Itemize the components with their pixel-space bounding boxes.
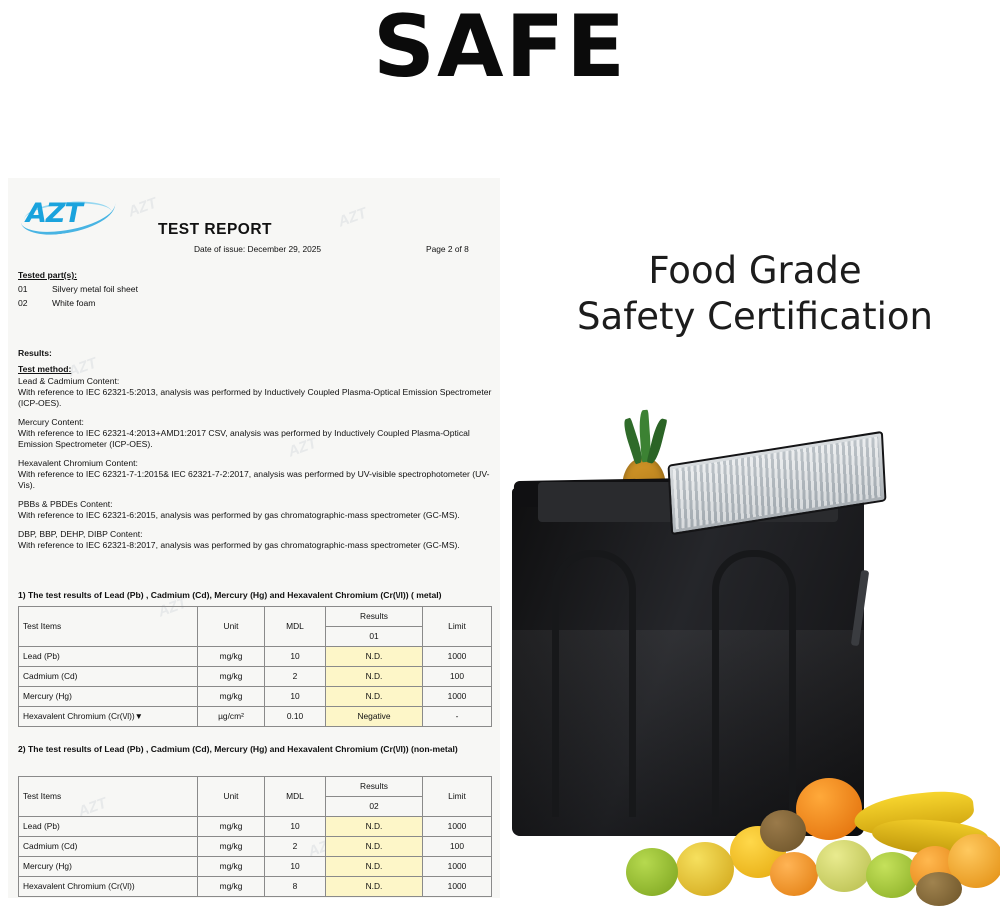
watermark: AZT [155,594,190,621]
tangerine [770,852,818,896]
method-body: With reference to IEC 62321-7-1:2015& IEC 62321-7-2:2017, analysis was performed by UV-visible spectrophotometer (UV-Vis). [18,469,490,491]
test-report-document [8,178,500,898]
cell-unit: mg/kg [198,687,265,707]
tested-part-name: White foam [52,298,96,309]
column-header-test-items: Test Items [19,607,198,647]
cell-unit: mg/kg [198,647,265,667]
results-sample-id: 01 [326,627,423,647]
table-row [19,707,492,727]
cell-limit: 1000 [423,647,492,667]
table-row [19,817,492,837]
results-sample-id: 02 [326,797,423,817]
column-header-unit: Unit [198,777,265,817]
method-body: With reference to IEC 62321-8:2017, analysis was performed by gas chromatographic-mass spectrometer (GC-MS). [18,540,460,551]
table-row [19,667,492,687]
cell-result: N.D. [326,857,423,877]
method-heading: Hexavalent Chromium Content: [18,458,138,469]
results-label: Results: [18,348,52,358]
tested-parts-list [18,284,492,312]
cell-limit: 1000 [423,687,492,707]
cell-unit: µg/cm² [198,707,265,727]
cell-limit: 1000 [423,877,492,897]
cell-mdl: 10 [265,647,326,667]
cell-limit: 100 [423,837,492,857]
cell-test-item: Lead (Pb) [19,647,198,667]
cell-limit: 1000 [423,857,492,877]
cell-result: N.D. [326,837,423,857]
table-2-caption: 2) The test results of Lead (Pb) , Cadmium (Cd), Mercury (Hg) and Hexavalent Chromium (Cr(\/I)) (non-metal) [18,744,458,754]
cell-unit: mg/kg [198,817,265,837]
method-body: With reference to IEC 62321-4:2013+AMD1:2017 CSV, analysis was performed by Inductively Coupled Plasma-Optical Emission Spectrometer (ICP-OES). [18,428,470,450]
marketing-headline [520,248,990,341]
cell-mdl: 0.10 [265,707,326,727]
cell-unit: mg/kg [198,877,265,897]
table-header-row [19,777,492,797]
cell-limit: 1000 [423,817,492,837]
kiwi [916,872,962,906]
cell-test-item: Hexavalent Chromium (Cr(\/l)) [19,877,198,897]
cell-mdl: 10 [265,857,326,877]
table-row [19,647,492,667]
test-method-label: Test method: [18,364,72,374]
cell-test-item: Cadmium (Cd) [19,667,198,687]
column-header-results: Results [326,607,423,627]
method-body: With reference to IEC 62321-5:2013, analysis was performed by Inductively Coupled Plasma-Optical Emission Spectrometer (ICP-OES). [18,387,492,409]
apple [816,840,872,892]
lime [626,848,678,896]
cell-result: N.D. [326,667,423,687]
cell-limit: 100 [423,667,492,687]
cell-unit: mg/kg [198,667,265,687]
table-row [19,837,492,857]
tested-part-name: Silvery metal foil sheet [52,284,138,294]
cell-limit: - [423,707,492,727]
report-title: TEST REPORT [158,221,273,238]
table-1-caption: 1) The test results of Lead (Pb) , Cadmium (Cd), Mercury (Hg) and Hexavalent Chromium (Cr(\/I)) ( metal) [18,590,442,600]
column-header-mdl: MDL [265,607,326,647]
list-item [18,417,492,451]
watermark: AZT [75,794,110,821]
test-method-list [18,376,492,559]
list-item [18,284,492,295]
list-item [18,298,492,309]
watermark: AZT [65,354,100,381]
cell-unit: mg/kg [198,857,265,877]
azt-logo [18,190,118,234]
cell-mdl: 2 [265,667,326,687]
cell-result: Negative [326,707,423,727]
tested-parts-label: Tested part(s): [18,270,78,280]
cell-test-item: Hexavalent Chromium (Cr(\/l))▼ [19,707,198,727]
cell-mdl: 2 [265,837,326,857]
method-heading: DBP, BBP, DEHP, DIBP Content: [18,528,143,539]
watermark: AZT [335,204,370,231]
table-header-row [19,607,492,627]
product-image-insulated-grocery-bag [500,400,1000,917]
cell-test-item: Mercury (Hg) [19,857,198,877]
list-item [18,529,492,551]
cell-mdl: 10 [265,687,326,707]
table-row [19,877,492,897]
cell-result: N.D. [326,877,423,897]
report-date: Date of issue: December 29, 2025 [194,244,322,254]
logo-text: AZT [26,198,82,229]
kiwi [760,810,806,852]
marketing-headline-line-1: Food Grade [648,249,862,292]
results-table-non-metal [18,776,492,897]
page-headline: SAFE [373,0,627,97]
list-item [18,499,492,521]
column-header-test-items: Test Items [19,777,198,817]
cell-unit: mg/kg [198,837,265,857]
tested-part-number: 02 [18,298,28,309]
list-item [18,458,492,492]
cell-test-item: Mercury (Hg) [19,687,198,707]
cell-result: N.D. [326,687,423,707]
cell-mdl: 10 [265,817,326,837]
report-page-number: Page 2 of 8 [426,244,469,254]
cell-mdl: 8 [265,877,326,897]
table-row [19,687,492,707]
table-row [19,857,492,877]
cell-test-item: Cadmium (Cd) [19,837,198,857]
marketing-headline-line-2: Safety Certification [577,295,933,339]
fruit-pile [610,768,1000,918]
column-header-unit: Unit [198,607,265,647]
lemon [676,842,734,896]
column-header-limit: Limit [423,607,492,647]
list-item [18,376,492,410]
cell-test-item: Lead (Pb) [19,817,198,837]
cell-result: N.D. [326,817,423,837]
watermark: AZT [305,834,340,861]
column-header-mdl: MDL [265,777,326,817]
column-header-results: Results [326,777,423,797]
results-table-metal [18,606,492,727]
watermark: AZT [125,194,160,221]
watermark: AZT [285,434,320,461]
cell-result: N.D. [326,647,423,667]
column-header-limit: Limit [423,777,492,817]
tested-part-number: 01 [18,284,28,294]
method-heading: Mercury Content: [18,417,84,428]
method-heading: PBBs & PBDEs Content: [18,499,113,510]
method-body: With reference to IEC 62321-6:2015, analysis was performed by gas chromatographic-mass spectrometer (GC-MS). [18,510,460,521]
method-heading: Lead & Cadmium Content: [18,376,120,386]
